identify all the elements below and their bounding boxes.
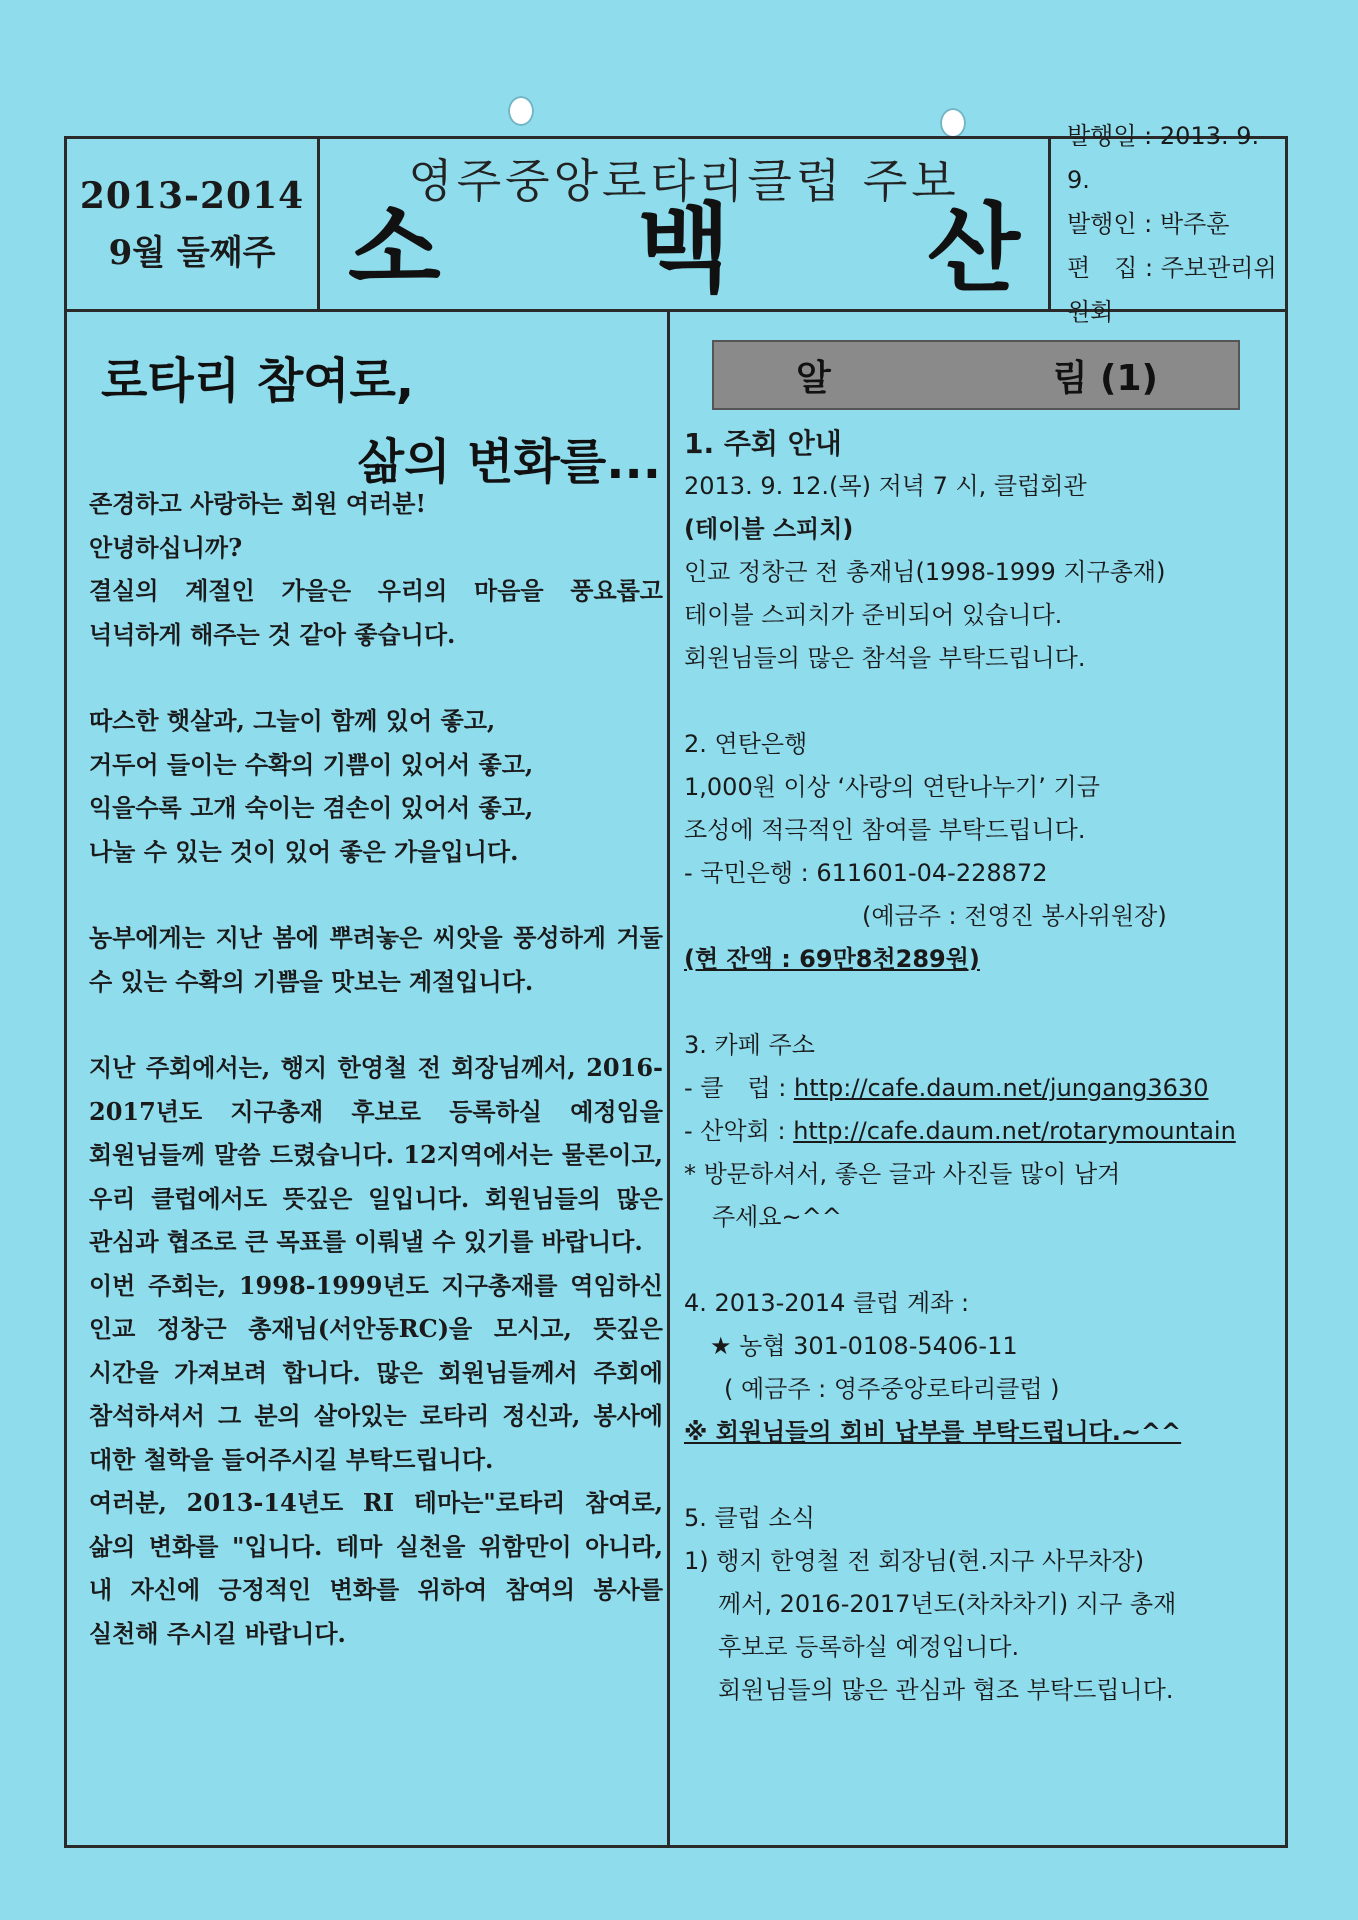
- president-message-column: [67, 312, 667, 1845]
- club-cafe-link[interactable]: http://cafe.daum.net/jungang3630: [794, 1074, 1209, 1102]
- notice-line: - 국민은행 : 611601-04-228872: [684, 859, 1048, 887]
- notices-column: [670, 312, 1285, 1845]
- newsletter-name: [348, 193, 1020, 305]
- link-label: - 클 럽 :: [684, 1074, 795, 1102]
- newsletter-frame: [64, 122, 1288, 1848]
- issue-year: 2013-2014: [79, 174, 305, 217]
- title-box: [320, 139, 1051, 309]
- paragraph: 따스한 햇살과, 그늘이 함께 있어 좋고,: [89, 706, 496, 735]
- notice-line: 인교 정창근 전 총재님(1998-1999 지구총재): [684, 558, 1166, 586]
- notice-line: [684, 1110, 1284, 1153]
- issue-week: 9월 둘째주: [108, 232, 276, 273]
- notice-line: 께서, 2016-2017년도(차차차기) 지구 총재: [718, 1590, 1177, 1618]
- paragraph: 나눌 수 있는 것이 있어 좋은 가을입니다.: [89, 836, 519, 866]
- notice-line: * 방문하셔서, 좋은 글과 사진들 많이 남겨: [684, 1160, 1121, 1188]
- notice-line: [684, 1067, 1284, 1110]
- issue-box: [67, 139, 320, 309]
- notice-line: 회원님들의 많은 참석을 부탁드립니다.: [684, 644, 1086, 672]
- hiking-cafe-link[interactable]: http://cafe.daum.net/rotarymountain: [793, 1117, 1236, 1145]
- notice-line: (테이블 스피치): [684, 515, 854, 543]
- headline-line-1: 로타리 참여로,: [101, 353, 415, 409]
- notice-line: 후보로 등록하실 예정입니다.: [718, 1633, 1020, 1661]
- paragraph: 이번 주회는, 1998-1999년도 지구총재를 역임하신 인교 정창근 총재님(서안동RC)을 모시고, 뜻깊은 시간을 가져보려 합니다. 많은 회원님들께서 주회에 참석하셔서 그 분의 살아있는 로타리 정신과, 봉사에 대한 철학을 들어주시길 부탁드립니다.: [89, 1270, 663, 1474]
- notice-line: ( 예금주 : 영주중앙로타리클럽 ): [724, 1375, 1060, 1403]
- banner-label-left: 알: [796, 357, 831, 399]
- notice-title: 4. 2013-2014 클럽 계좌 :: [684, 1289, 970, 1317]
- notice-line: 1,000원 이상 ‘사랑의 연탄나누기’ 기금: [684, 773, 1100, 801]
- paragraph: 거두어 들이는 수확의 기쁨이 있어서 좋고,: [89, 749, 534, 779]
- notice-line: ※ 회원님들의 회비 납부를 부탁드립니다.~^^: [684, 1418, 1182, 1446]
- balance-line: (현 잔액 : 69만8천289원): [684, 945, 980, 973]
- headline-line-2: 삶의 변화를...: [357, 434, 661, 490]
- article-body: [71, 482, 663, 1655]
- notice-line: ★ 농협 301-0108-5406-11: [710, 1332, 1018, 1360]
- notice-line: 조성에 적극적인 참여를 부탁드립니다.: [684, 816, 1086, 844]
- notice-line: 테이블 스피치가 준비되어 있습니다.: [684, 601, 1063, 629]
- paragraph: 농부에게는 지난 봄에 뿌려놓은 씨앗을 풍성하게 거둘 수 있는 수확의 기쁨을 맛보는 계절입니다.: [89, 923, 663, 996]
- paragraph: 여러분, 2013-14년도 RI 테마는"로타리 참여로, 삶의 변화를 "입니다. 테마 실천을 위함만이 아니라, 내 자신에 긍정적인 변화를 위하여 참여의 봉사를 실천해 주시길 바랍니다.: [89, 1488, 663, 1648]
- punch-hole-right: [940, 108, 966, 138]
- paragraph: 결실의 계절인 가을은 우리의 마음을 풍요롭고 넉넉하게 해주는 것 같아 좋습니다.: [89, 576, 663, 649]
- newsletter-name-char: 백: [637, 193, 731, 305]
- notice-line: 1) 행지 한영철 전 회장님(현.지구 사무차장): [684, 1547, 1145, 1575]
- notice-title: 5. 클럽 소식: [684, 1504, 815, 1532]
- issue-date: 발행일 : 2013. 9. 9.: [1067, 122, 1260, 194]
- notice-line: 회원님들의 많은 관심과 협조 부탁드립니다.: [718, 1676, 1174, 1704]
- publication-info: [1051, 122, 1285, 326]
- masthead: [67, 122, 1285, 326]
- article-headline: [101, 342, 661, 492]
- notice-line: 2013. 9. 12.(목) 저녁 7 시, 클럽회관: [684, 472, 1087, 500]
- newsletter-name-char: 소: [348, 193, 441, 305]
- club-title: 영주중앙로타리클럽 주보: [408, 154, 960, 208]
- notice-title: 1. 주회 안내: [684, 427, 842, 460]
- notices-list: [684, 422, 1284, 1712]
- notice-title: 3. 카페 주소: [684, 1031, 815, 1059]
- banner-label-right: 림 (1): [1052, 357, 1158, 399]
- punch-hole-left: [508, 96, 534, 126]
- paragraph: 익을수록 고개 숙이는 겸손이 있어서 좋고,: [89, 793, 534, 822]
- notice-line: (예금주 : 전영진 봉사위원장): [862, 902, 1167, 930]
- notice-line: 주세요~^^: [712, 1203, 842, 1231]
- link-label: - 산악회 :: [684, 1117, 794, 1145]
- editor: 편 집 : 주보관리위원회: [1067, 254, 1277, 326]
- paragraph: 지난 주회에서는, 행지 한영철 전 회장님께서, 2016-2017년도 지구총재 후보로 등록하실 예정임을 회원님들께 말씀 드렸습니다. 12지역에서는 물론이고, 우리 클럽에서도 뜻깊은 일입니다. 회원님들의 많은 관심과 협조로 큰 목표를 이뤄낼 수 있기를 바랍니다.: [89, 1053, 663, 1256]
- notices-banner: [712, 340, 1240, 410]
- paragraph: 안녕하십니까?: [89, 532, 243, 562]
- newsletter-name-char: 산: [927, 193, 1020, 305]
- paragraph: 존경하고 사랑하는 회원 여러분!: [89, 489, 426, 518]
- publisher: 발행인 : 박주훈: [1067, 210, 1230, 238]
- notice-title: 2. 연탄은행: [684, 730, 808, 758]
